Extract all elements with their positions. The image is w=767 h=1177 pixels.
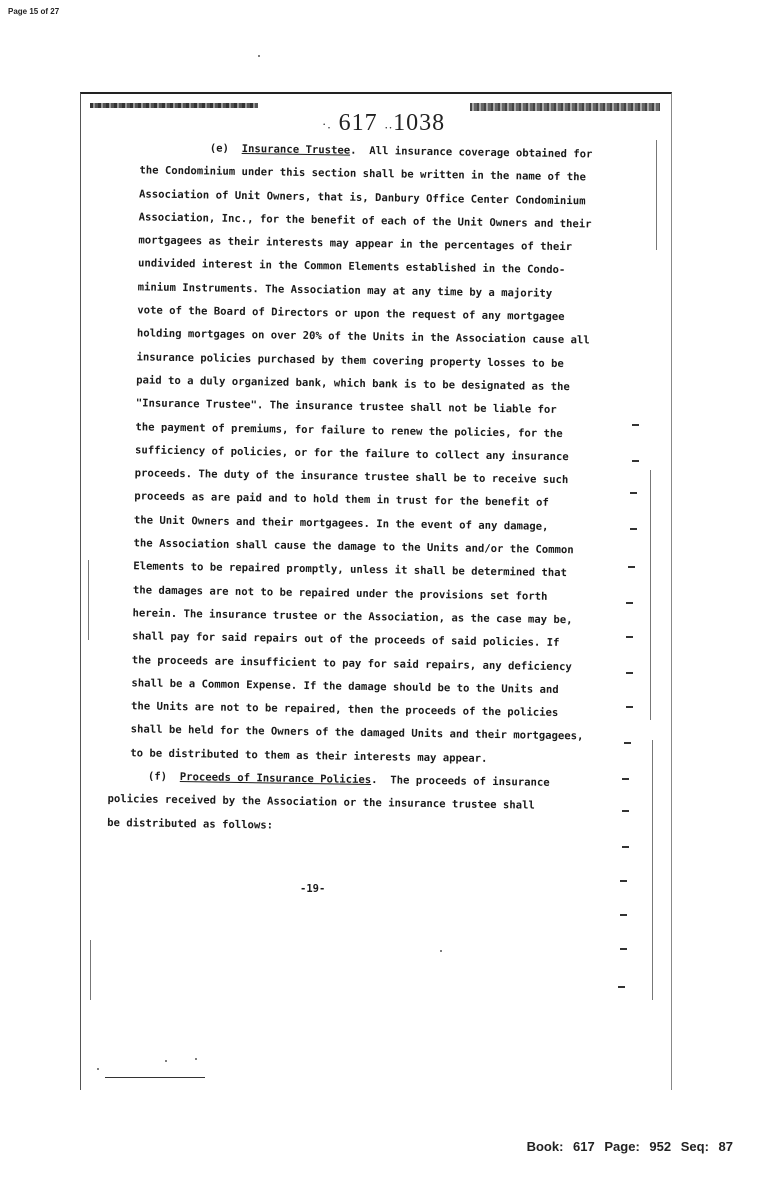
- text-line: shall be held for the Owners of the damaged Units and their mortgagees,: [130, 723, 584, 743]
- text-line: the payment of premiums, for failure to renew the policies, for the: [135, 420, 563, 440]
- scan-artifact-line: [656, 140, 657, 250]
- scan-artifact-dash: [630, 492, 637, 494]
- footer-page-value: 952: [649, 1139, 672, 1154]
- scan-artifact-line: [652, 740, 653, 1000]
- paragraph-e-heading: Insurance Trustee: [241, 142, 351, 157]
- scan-artifact-dash: [624, 742, 631, 744]
- text-line: herein. The insurance trustee or the Association, as the case may be,: [132, 607, 573, 627]
- scan-artifact-dash: [626, 672, 633, 674]
- paragraph-f-first-line: (f) Proceeds of Insurance Policies. The proceeds of insurance: [147, 770, 550, 789]
- paragraph-e-first-line: (e) Insurance Trustee. All insurance coverage obtained for: [209, 142, 593, 161]
- stamp-mark: ·.: [322, 116, 332, 132]
- scan-artifact-dash: [632, 460, 639, 462]
- text-line: the damages are not to be repaired under the provisions set forth: [132, 583, 548, 603]
- scan-artifact-dash: [618, 986, 625, 988]
- text-line: proceeds as are paid and to hold them in trust for the benefit of: [134, 490, 549, 510]
- scan-artifact-line: [650, 470, 651, 720]
- bottom-rule: [105, 1077, 205, 1078]
- scan-artifact-dash: [622, 846, 629, 848]
- scan-artifact-dash: [622, 778, 629, 780]
- text-line: sufficiency of policies, or for the failure to collect any insurance: [134, 444, 569, 463]
- footer-page-label: Page:: [604, 1139, 640, 1154]
- text-line: shall pay for said repairs out of the proceeds of said policies. If: [132, 630, 560, 650]
- scan-artifact-dash: [628, 566, 635, 568]
- scan-artifact-dash: [620, 948, 627, 950]
- scan-artifact-speck: [195, 1058, 197, 1060]
- scan-artifact-dash: [622, 810, 629, 812]
- stamp-page: 1038: [393, 110, 446, 136]
- document-body: [107, 136, 638, 843]
- text-line: the Units are not to be repaired, then the proceeds of the policies: [130, 700, 559, 720]
- scan-artifact-dash: [626, 636, 633, 638]
- text-line: proceeds. The duty of the insurance trustee shall be to receive such: [134, 467, 569, 487]
- text-line: minium Instruments. The Association may at any time by a majority: [137, 281, 553, 300]
- paragraph-f-label: (f): [147, 770, 168, 783]
- text-line: be distributed as follows:: [107, 816, 274, 832]
- text-line: mortgagees as their interests may appear in the percentages of their: [138, 234, 573, 254]
- stamp-book: 617: [338, 110, 378, 136]
- text-line: Association of Unit Owners, that is, Danbury Office Center Condominium: [138, 187, 586, 207]
- scan-artifact-dash: [626, 706, 633, 708]
- scan-artifact-line: [90, 940, 91, 1000]
- text-line: paid to a duly organized bank, which bank is to be designated as the: [136, 374, 570, 394]
- text-line: the Condominium under this section shall be written in the name of the: [139, 164, 586, 184]
- text-line: shall be a Common Expense. If the damage should be to the Units and: [131, 677, 559, 696]
- header-noise-bar-right: [470, 103, 660, 111]
- footer-book-value: 617: [573, 1139, 595, 1154]
- page-number: -19-: [300, 883, 326, 895]
- text-line: The proceeds of insurance: [390, 774, 550, 789]
- scan-artifact-speck: [440, 950, 442, 952]
- text-line: Association, Inc., for the benefit of each of the Unit Owners and their: [138, 211, 592, 231]
- footer-seq-value: 87: [718, 1139, 733, 1154]
- recording-stamp: [322, 110, 445, 137]
- text-line: the Unit Owners and their mortgagees. In the event of any damage,: [133, 514, 549, 533]
- paragraph-e-label: (e): [209, 142, 230, 155]
- text-line: undivided interest in the Common Elements established in the Condo-: [137, 257, 566, 277]
- text-line: policies received by the Association or the insurance trustee shall: [107, 793, 535, 812]
- text-line: to be distributed to them as their interests may appear.: [130, 746, 488, 765]
- header-noise-bar-left: [90, 103, 258, 108]
- scan-artifact-speck: [97, 1068, 99, 1070]
- scan-artifact-speck: [165, 1060, 167, 1062]
- text-line: insurance policies purchased by them covering property losses to be: [136, 350, 564, 370]
- text-line: the Association shall cause the damage to the Units and/or the Common: [133, 537, 574, 557]
- scan-artifact-line: [88, 560, 89, 640]
- footer-book-label: Book:: [526, 1139, 564, 1154]
- scan-artifact-dash: [630, 528, 637, 530]
- footer-seq-label: Seq:: [680, 1139, 709, 1154]
- scan-artifact-dash: [626, 602, 633, 604]
- stamp-mark: ..: [384, 116, 394, 132]
- footer-record-info: [521, 1139, 733, 1154]
- scan-artifact-dash: [620, 914, 627, 916]
- scan-artifact-dash: [620, 880, 627, 882]
- page-counter: Page 15 of 27: [8, 7, 60, 16]
- scan-artifact-dash: [632, 424, 639, 426]
- text-line: holding mortgages on over 20% of the Units in the Association cause all: [136, 327, 590, 347]
- paragraph-f-heading: Proceeds of Insurance Policies: [179, 771, 372, 787]
- text-line: All insurance coverage obtained for: [369, 144, 593, 161]
- text-line: vote of the Board of Directors or upon the request of any mortgagee: [137, 304, 565, 324]
- text-line: "Insurance Trustee". The insurance trustee shall not be liable for: [135, 397, 557, 417]
- text-line: Elements to be repaired promptly, unless it shall be determined that: [133, 560, 567, 580]
- scan-artifact-speck: [258, 55, 260, 57]
- text-line: the proceeds are insufficient to pay for said repairs, any deficiency: [131, 653, 572, 673]
